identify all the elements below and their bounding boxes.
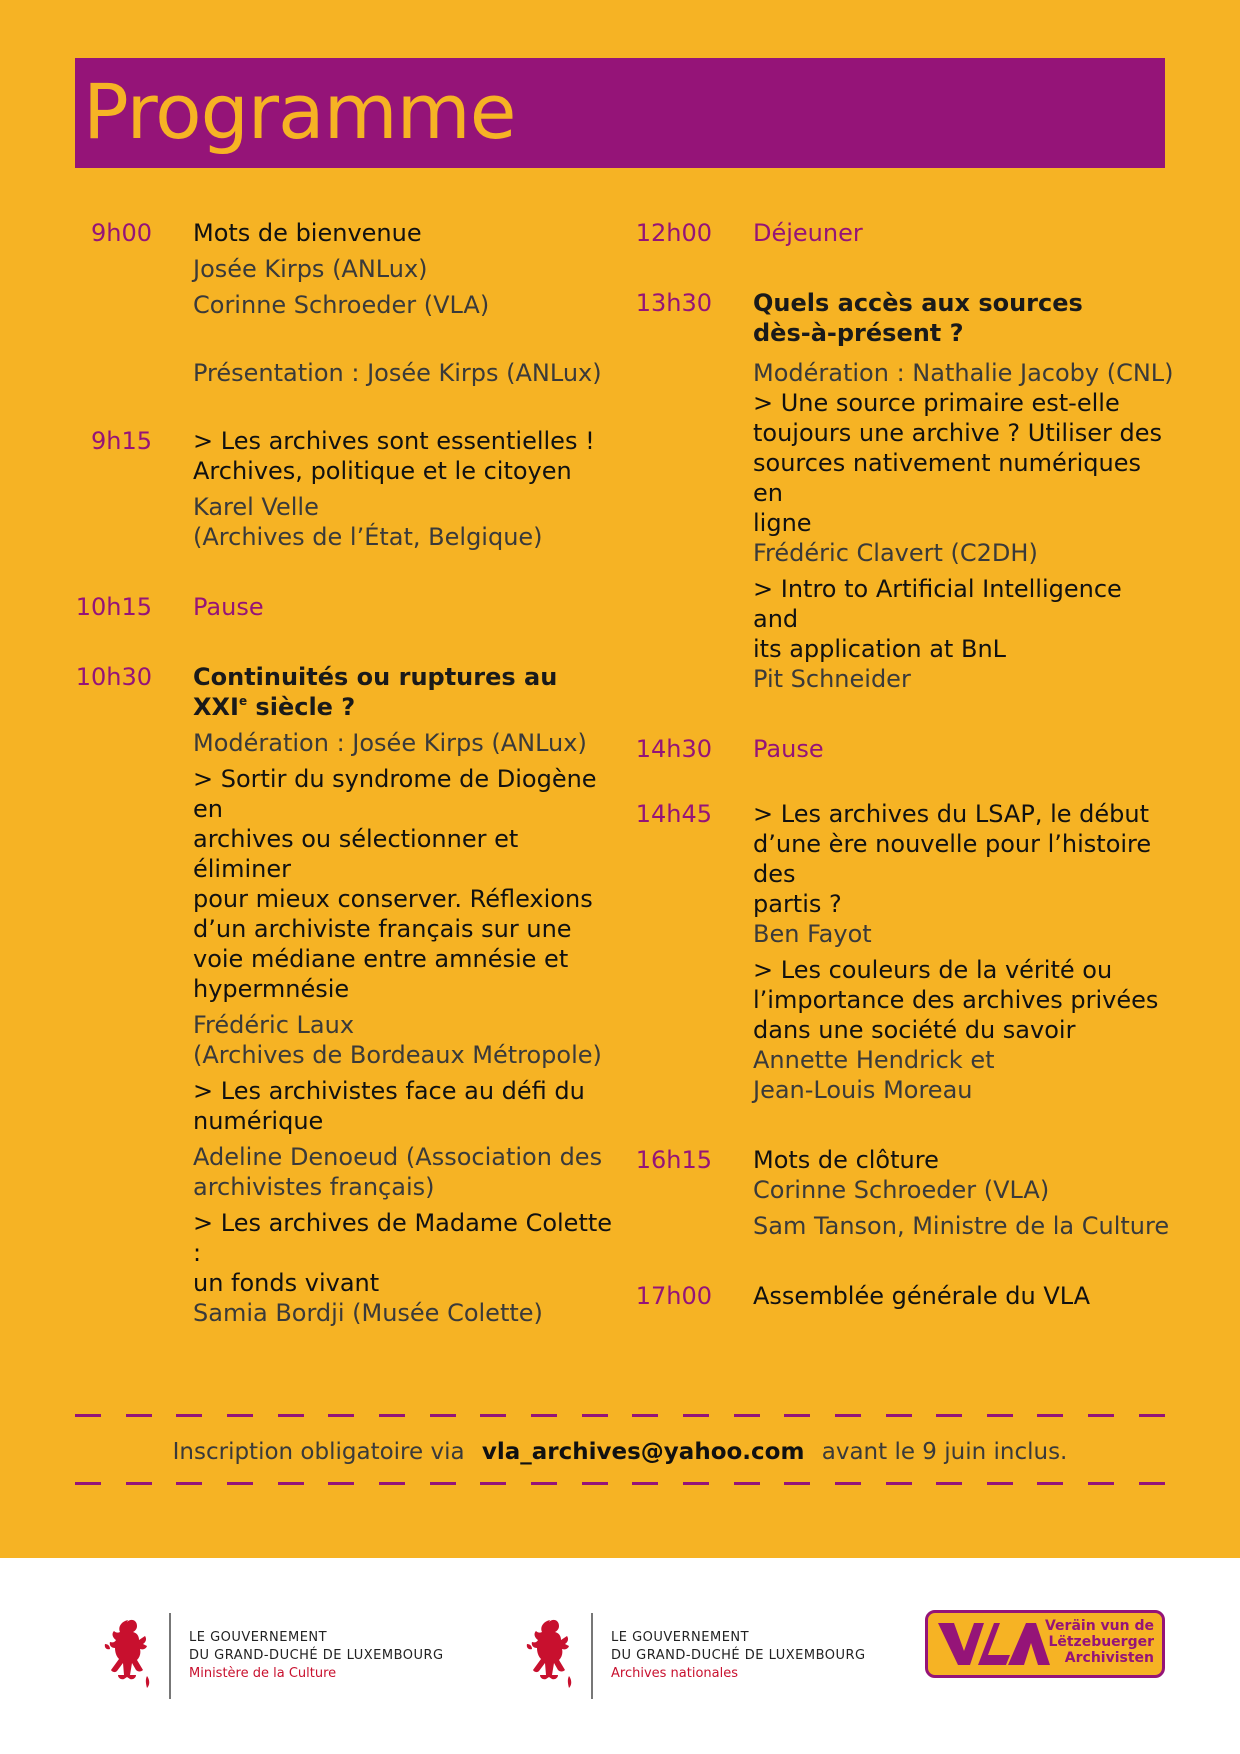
speaker: Présentation : Josée Kirps (ANLux) <box>193 359 602 387</box>
schedule-entry <box>634 288 1174 694</box>
schedule-entry <box>634 734 1174 764</box>
speaker: Frédéric Clavert (C2DH) <box>753 539 1038 567</box>
dash-segment <box>227 1414 253 1417</box>
talk-title: > Les couleurs de la vérité ou l’importance des archives privées dans une société du savoir <box>753 956 1159 1044</box>
schedule-body <box>193 592 615 622</box>
schedule-body <box>193 218 615 388</box>
schedule-body <box>193 426 615 552</box>
dash-segment <box>683 1414 709 1417</box>
schedule-entry <box>634 799 1174 1105</box>
dash-segment <box>480 1482 506 1485</box>
schedule-body <box>753 799 1174 1105</box>
dash-segment <box>734 1482 760 1485</box>
talk-title: > Les archivistes face au défi du numérique <box>193 1077 585 1135</box>
logo-ministere-culture <box>97 1608 444 1704</box>
session-title: Mots de bienvenue <box>193 219 422 247</box>
moderator: Modération : Nathalie Jacoby (CNL) <box>753 359 1174 387</box>
schedule-left-column <box>75 218 615 1328</box>
dash-segment <box>328 1482 354 1485</box>
dash-segment <box>936 1482 962 1485</box>
schedule-entry <box>75 662 615 1328</box>
gov-dept: Ministère de la Culture <box>189 1666 337 1681</box>
schedule-time: 9h00 <box>90 219 152 247</box>
schedule-entry <box>75 426 615 552</box>
dash-segment <box>632 1482 658 1485</box>
schedule-time: 14h45 <box>635 800 712 828</box>
registration-text: Inscription obligatoire via <box>172 1439 465 1465</box>
registration-deadline: avant le 9 juin inclus. <box>821 1439 1068 1465</box>
moderator: Modération : Josée Kirps (ANLux) <box>193 729 587 757</box>
schedule-entry <box>75 218 615 388</box>
speaker: Annette Hendrick et Jean-Louis Moreau <box>753 1046 995 1104</box>
dash-segment <box>176 1482 202 1485</box>
talk-title: > Les archives du LSAP, le début d’une ère nouvelle pour l’histoire des partis ? <box>753 800 1152 918</box>
talk-title: > Sortir du syndrome de Diogène en archives ou sélectionner et éliminer pour mieux conserver. Réflexions d’un archiviste français sur une voie médiane entre amnésie et hypermnésie <box>193 765 597 1003</box>
dash-segment <box>582 1414 608 1417</box>
break-label: Déjeuner <box>753 219 863 247</box>
speaker: Adeline Denoeud (Association des archivistes français) <box>193 1143 603 1201</box>
gov-line-2: DU GRAND-DUCHÉ DE LUXEMBOURG <box>189 1648 444 1663</box>
heading-part: siècle ? <box>247 693 356 721</box>
logo-divider <box>169 1613 171 1699</box>
title-banner <box>75 58 1165 168</box>
speaker: Corinne Schroeder (VLA) <box>753 1176 1050 1204</box>
dash-segment <box>1037 1414 1063 1417</box>
speaker: Ben Fayot <box>753 920 872 948</box>
talk-title: > Les archives de Madame Colette : un fonds vivant <box>193 1209 613 1297</box>
vla-line-3: Archivisten <box>1064 1650 1154 1666</box>
dash-segment <box>835 1482 861 1485</box>
dash-segment <box>328 1414 354 1417</box>
dash-segment <box>784 1414 810 1417</box>
dash-segment <box>430 1482 456 1485</box>
dash-segment <box>1139 1482 1165 1485</box>
schedule-time: 9h15 <box>90 427 152 455</box>
speaker: Karel Velle (Archives de l’État, Belgique) <box>193 493 543 551</box>
red-lion-icon <box>97 1616 157 1696</box>
break-label: Pause <box>193 593 264 621</box>
schedule-entry <box>634 1145 1174 1241</box>
schedule-time: 17h00 <box>635 1282 712 1310</box>
schedule-body <box>753 288 1174 694</box>
dash-segment <box>379 1414 405 1417</box>
session-title: Assemblée générale du VLA <box>753 1282 1091 1310</box>
dash-segment <box>1088 1482 1114 1485</box>
logo-divider <box>591 1613 593 1699</box>
gov-line-1: LE GOUVERNEMENT <box>611 1630 750 1645</box>
schedule-time: 10h15 <box>75 593 152 621</box>
vla-line-2: Lëtzebuerger <box>1048 1634 1154 1650</box>
page-title: Programme <box>83 67 516 156</box>
schedule-entry <box>634 218 1174 248</box>
dash-segment <box>176 1414 202 1417</box>
speaker: Corinne Schroeder (VLA) <box>193 291 490 319</box>
dash-segment <box>480 1414 506 1417</box>
dash-segment <box>1088 1414 1114 1417</box>
dash-segment <box>1139 1414 1165 1417</box>
dash-segment <box>531 1414 557 1417</box>
dash-segment <box>126 1482 152 1485</box>
dash-segment <box>582 1482 608 1485</box>
dash-segment <box>987 1482 1013 1485</box>
talk-title: > Intro to Artificial Intelligence and its application at BnL <box>753 575 1122 663</box>
schedule-time: 12h00 <box>635 219 712 247</box>
red-lion-icon <box>519 1616 579 1696</box>
vla-line-1: Veräin vun de <box>1044 1618 1154 1634</box>
dash-segment <box>936 1414 962 1417</box>
dash-segment <box>278 1482 304 1485</box>
heading-part: XXI <box>193 693 239 721</box>
break-label: Pause <box>753 735 824 763</box>
speaker: Frédéric Laux (Archives de Bordeaux Métropole) <box>193 1011 602 1069</box>
schedule-body <box>753 1145 1174 1241</box>
registration-note <box>0 1437 1240 1467</box>
speaker: Josée Kirps (ANLux) <box>193 255 428 283</box>
schedule-body <box>193 662 615 1328</box>
talk-title: > Une source primaire est-elle toujours une archive ? Utiliser des sources nativement numériques en ligne <box>753 389 1163 537</box>
dash-segment <box>430 1414 456 1417</box>
schedule-time: 13h30 <box>635 289 712 317</box>
schedule-right-column <box>634 218 1174 1311</box>
dashed-divider-bottom <box>75 1482 1165 1486</box>
speaker: Samia Bordji (Musée Colette) <box>193 1299 543 1327</box>
gov-text-2 <box>611 1629 866 1683</box>
gov-line-2: DU GRAND-DUCHÉ DE LUXEMBOURG <box>611 1648 866 1663</box>
schedule-entry <box>634 1281 1174 1311</box>
session-title: Mots de clôture <box>753 1146 939 1174</box>
vla-mark <box>934 1615 1054 1673</box>
dash-segment <box>278 1414 304 1417</box>
dash-segment <box>531 1482 557 1485</box>
speaker: Sam Tanson, Ministre de la Culture <box>753 1212 1170 1240</box>
gov-text-1 <box>189 1629 444 1683</box>
dash-segment <box>75 1414 101 1417</box>
session-heading <box>193 692 615 722</box>
speaker: Pit Schneider <box>753 665 911 693</box>
talk-title: > Les archives sont essentielles ! Archives, politique et le citoyen <box>193 427 595 485</box>
session-heading: Continuités ou ruptures au <box>193 663 558 691</box>
schedule-time: 14h30 <box>635 735 712 763</box>
schedule-time: 16h15 <box>635 1146 712 1174</box>
superscript: e <box>238 694 248 708</box>
schedule-body <box>753 1281 1174 1311</box>
dash-segment <box>784 1482 810 1485</box>
logo-archives-nationales <box>519 1608 866 1704</box>
vla-name <box>1045 1618 1154 1666</box>
dash-segment <box>632 1414 658 1417</box>
schedule-time: 10h30 <box>75 663 152 691</box>
session-heading: Quels accès aux sources dès-à-présent ? <box>753 289 1083 347</box>
dash-segment <box>75 1482 101 1485</box>
vla-logo <box>925 1610 1165 1678</box>
footer-logos <box>0 1558 1240 1754</box>
dash-segment <box>886 1482 912 1485</box>
schedule-body <box>753 734 1174 764</box>
dash-segment <box>886 1414 912 1417</box>
dash-segment <box>126 1414 152 1417</box>
dash-segment <box>734 1414 760 1417</box>
gov-dept: Archives nationales <box>611 1666 739 1681</box>
schedule-body <box>753 218 1174 248</box>
schedule-entry <box>75 592 615 622</box>
dash-segment <box>835 1414 861 1417</box>
dash-segment <box>227 1482 253 1485</box>
dash-segment <box>379 1482 405 1485</box>
dash-segment <box>987 1414 1013 1417</box>
registration-email-link[interactable]: vla_archives@yahoo.com <box>481 1439 805 1465</box>
gov-line-1: LE GOUVERNEMENT <box>189 1630 328 1645</box>
dash-segment <box>683 1482 709 1485</box>
dash-segment <box>1037 1482 1063 1485</box>
dashed-divider-top <box>75 1414 1165 1418</box>
